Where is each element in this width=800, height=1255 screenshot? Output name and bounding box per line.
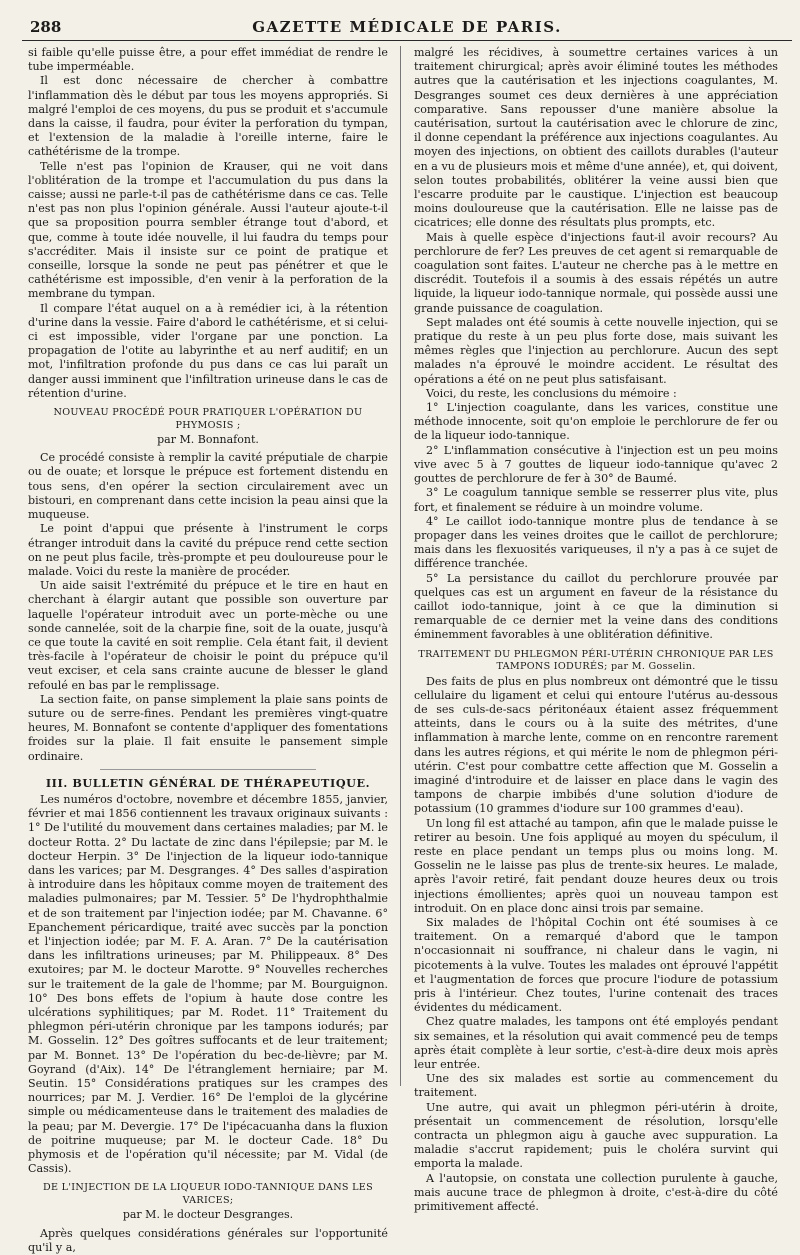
running-title: GAZETTE MÉDICALE DE PARIS.	[252, 18, 562, 36]
paragraph: Des faits de plus en plus nombreux ont démontré que le tissu cellulaire du ligament et celui qui entoure l'utérus au-dessous de ses culs-de-sacs péritonéaux étaient assez fréquemment atteints, dans le cours ou à la suite des métrites, d'une inflammation à marche lente, comme on en rencontre rarement dans les autres régions, et qui mérite le nom de phlegmon péri-utérin. C'est pour combattre cette affection que M. Gosselin a imaginé d'introduire et de laisser en place dans le vagin des tampons de charpie imbibés d'une solution d'iodure de potassium (10 grammes d'iodure sur 100 grammes d'eau).	[414, 674, 778, 816]
conclusion-item: 5° La persistance du caillot du perchlorure prouvée par quelques cas est un argument en faveur de la résistance du caillot iodo-tannique, joint à ce que la diminution si remarquable de ce dernier met la veine dans des conditions éminemment favorables à une oblitération définitive.	[414, 571, 778, 642]
paragraph: Mais à quelle espèce d'injections faut-il avoir recours? Au perchlorure de fer? Les preuves de cet agent si remarquable de coagulation sont faites. L'auteur ne cherche pas à le mettre en discrédit. Toutefois il a soumis à des essais répétés un autre liquide, la liqueur iodo-tannique normale, qui possède aussi une grande puissance de coagulation.	[414, 230, 778, 315]
conclusion-item: 3° Le coagulum tannique semble se resserrer plus vite, plus fort, et finalement se réduire à un moindre volume.	[414, 486, 778, 514]
right-column	[414, 46, 778, 1214]
paragraph: Un long fil est attaché au tampon, afin que le malade puisse le retirer au besoin. Une fois appliqué au moyen du spéculum, il reste en place pendant un temps plus ou moins long. M. Gosselin ne le laisse pas plus de trente-six heures. Le malade, après l'avoir retiré, fait pendant douze heures deux ou trois injections émollientes; après quoi un nouveau tampon est introduit. On en place donc ainsi trois par semaine.	[414, 816, 778, 915]
paragraph: Le point d'appui que présente à l'instrument le corps étranger introduit dans la cavité du prépuce rend cette section on ne peut plus facile, très-prompte et peu douloureuse pour le malade. Voici du reste la manière de procéder.	[28, 522, 388, 578]
paragraph: Voici, du reste, les conclusions du mémoire :	[426, 386, 677, 400]
section-title-injection: DE L'INJECTION DE LA LIQUEUR IODO-TANNIQUE DANS LES VARICES;	[43, 1182, 373, 1206]
paragraph: La section faite, on panse simplement la plaie sans points de suture ou de serre-fines. Pendant les premières vingt-quatre heures, M. Bonnafont se contente d'appliquer des fomentations froides sur la plaie. Il fait ensuite le pansement simple ordinaire.	[28, 692, 388, 763]
paragraph: Après quelques considérations générales sur l'opportunité qu'il y a,	[28, 1226, 388, 1254]
page-number: 288	[30, 18, 62, 36]
section-author-injection: par M. le docteur Desgranges.	[122, 1208, 294, 1222]
conclusion-item: 4° Le caillot iodo-tannique montre plus de tendance à se propager dans les veines droites que le caillot de perchlorure; mais dans les flexuosités variqueuses, il n'y a pas à ce sujet de différence tranchée.	[414, 514, 778, 571]
paragraph: Les numéros d'octobre, novembre et décembre 1855, janvier, février et mai 1856 contiennent les travaux originaux suivants : 1° De l'utilité du mouvement dans certaines maladies; par M. le docteur Rotta. 2° Du lactate de zinc dans l'épilepsie; par M. le docteur Herpin. 3° De l'injection de la liqueur iodo-tannique dans les varices; par M. Desgranges. 4° Des salles d'aspiration à introduire dans les hôpitaux comme moyen de traitement des maladies pulmonaires; par M. Tessier. 5° De l'hydrophthalmie et de son traitement par l'injection iodée; par M. Chavanne. 6° Epanchement péricardique, traité avec succès par la ponction et l'injection iodée; par M. F. A. Aran. 7° De la cautérisation dans les infiltrations urineuses; par M. Philippeaux. 8° Des exutoires; par M. le docteur Marotte. 9° Nouvelles recherches sur le traitement de la gale de l'homme; par M. Bourguignon. 10° Des bons effets de l'opium à haute dose contre les ulcérations syphilitiques; par M. Rodet. 11° Traitement du phlegmon péri-utérin chronique par les tampons iodurés; par M. Gosselin. 12° Des goîtres suffocants et de leur traitement; par M. Bonnet. 13° De l'opération du bec-de-lièvre; par M. Goyrand (d'Aix). 14° De l'étranglement herniaire; par M. Seutin. 15° Considérations pratiques sur les crampes des nourrices; par M. J. Verdier. 16° De l'emploi de la glycérine simple ou médicamenteuse dans le traitement des maladies de la peau; par M. Devergie. 17° De l'ipécacuanha dans la fluxion de poitrine muqueuse; par M. le docteur Cade. 18° Du phymosis et de l'opération qu'il nécessite; par M. Vidal (de Cassis).	[28, 792, 388, 1176]
paragraph: Six malades de l'hôpital Cochin ont été soumises à ce traitement. On a remarqué d'abord que le tampon n'occasionnait ni souffrance, ni chaleur dans le vagin, ni picotements à la vulve. Toutes les malades ont éprouvé l'appétit et l'augmentation de forces que procure l'iodure de potassium pris à l'intérieur. Chez toutes, l'urine contenait des traces évidentes du médicament.	[414, 915, 778, 1015]
paragraph: Telle n'est pas l'opinion de Krauser, qui ne voit dans l'oblitération de la trompe et l'accumulation du pus dans la caisse; aussi ne parle-t-il pas de cathétérisme dans ce cas. Telle n'est pas non plus l'opinion générale. Aussi l'auteur ajoute-t-il que sa proposition pourra sembler étrange tout d'abord, et que, comme à toute idée nouvelle, il lui faudra du temps pour s'accréditer. Mais il insiste sur ce point de pratique et conseille, lorsque la sonde ne peut pas pénétrer et que le cathétérisme est impossible, d'en venir à la perforation de la membrane du tympan.	[28, 159, 388, 301]
page-header	[22, 14, 792, 41]
conclusion-item: 1° L'injection coagulante, dans les varices, constitue une méthode innocente, soit qu'on emploie le perchlorure de fer ou de la liqueur iodo-tannique.	[414, 401, 778, 443]
paragraph: Une autre, qui avait un phlegmon péri-utérin à droite, présentait un commencement de résolution, lorsqu'elle contracta un phlegmon aigu à gauche avec suppuration. La maladie s'accrut rapidement; puis le choléra survint qui emporta la malade.	[414, 1100, 778, 1171]
paragraph: si faible qu'elle puisse être, a pour effet immédiat de rendre le tube imperméable.	[28, 46, 388, 74]
section-title-phymosis: NOUVEAU PROCÉDÉ POUR PRATIQUER L'OPÉRATION DU PHYMOSIS ;	[53, 407, 363, 431]
left-column	[28, 46, 388, 1254]
section-author-phymosis: par M. Bonnafont.	[157, 433, 259, 447]
conclusion-item: 2° L'inflammation consécutive à l'injection est un peu moins vive avec 5 à 7 gouttes de liqueur iodo-tannique qu'avec 2 gouttes de perchlorure de fer à 30° de Baumé.	[414, 443, 778, 486]
paragraph: A l'autopsie, on constata une collection purulente à gauche, mais aucune trace de phlegmon à droite, c'est-à-dire du côté primitivement affecté.	[414, 1171, 778, 1214]
paragraph: Ce procédé consiste à remplir la cavité préputiale de charpie ou de ouate; et lorsque le prépuce est fortement distendu en tous sens, d'en opérer la section circulairement avec un bistouri, en comprenant dans cette incision la peau ainsi que la muqueuse.	[28, 451, 388, 522]
section-title-phlegmon: TRAITEMENT DU PHLEGMON PÉRI-UTÉRIN CHRONIQUE PAR LES TAMPONS IODURÉS; par M. Gosselin.	[418, 648, 774, 673]
paragraph: malgré les récidives, à soumettre certaines varices à un traitement chirurgical; après avoir éliminé toutes les méthodes autres que la cautérisation et les injections coagulantes, M. Desgranges soumet ces deux dernières à une appréciation comparative. Sans repousser d'une manière absolue la cautérisation, surtout la cautérisation avec le chlorure de zinc, il donne cependant la préférence aux injections coagulantes. Au moyen des injections, on obtient des caillots durables (l'auteur en a vu de plusieurs mois et même d'une année), et, qui doivent, selon toutes probabilités, oblitérer la veine aussi bien que l'escarre produite par le caustique. L'injection est beaucoup moins douloureuse que la cautérisation. Elle ne laisse pas de cicatrices; elle donne des résultats plus prompts, etc.	[414, 46, 778, 230]
column-rule	[400, 46, 401, 1086]
paragraph: Sept malades ont été soumis à cette nouvelle injection, qui se pratique du reste à un peu plus forte dose, mais suivant les mêmes règles que l'injection au perchlorure. Aucun des sept malades n'a éprouvé le moindre accident. Le résultat des opérations a été on ne peut plus satisfaisant.	[414, 315, 778, 386]
divider	[100, 769, 316, 770]
paragraph: Un aide saisit l'extrémité du prépuce et le tire en haut en cherchant à élargir autant que possible son ouverture par laquelle l'opérateur introduit avec un porte-mèche ou une sonde cannelée, soit de la charpie fine, soit de la ouate, jusqu'à ce que toute la cavité en soit remplie. Cela étant fait, il devient très-facile à l'opérateur de choisir le point du prépuce qu'il veut exciser, et cela sans crainte aucune de blesser le gland refoulé en bas par le remplissage.	[28, 579, 388, 692]
paragraph: Il est donc nécessaire de chercher à combattre l'inflammation dès le début par tous les moyens appropriés. Si malgré l'emploi de ces moyens, du pus se produit et s'accumule dans la caisse, il faudra, pour éviter la perforation du tympan, et l'extension de la maladie à l'oreille interne, faire le cathétérisme de la trompe.	[28, 74, 388, 159]
paragraph: Il compare l'état auquel on a à remédier ici, à la rétention d'urine dans la vessie. Faire d'abord le cathétérisme, et si celui-ci est impossible, vider l'organe par une ponction. La propagation de l'otite au labyrinthe et au nerf auditif; en un mot, l'infiltration profonde du pus dans ce cas lui paraît un danger aussi imminent que l'infiltration urineuse dans le cas de rétention d'urine.	[28, 301, 388, 400]
bulletin-title: III. BULLETIN GÉNÉRAL DE THÉRAPEUTIQUE.	[45, 775, 371, 790]
paragraph: Une des six malades est sortie au commencement du traitement.	[414, 1072, 778, 1100]
paragraph: Chez quatre malades, les tampons ont été employés pendant six semaines, et la résolution qui avait commencé peu de temps après était complète à leur sortie, c'est-à-dire deux mois après leur entrée.	[414, 1015, 778, 1072]
